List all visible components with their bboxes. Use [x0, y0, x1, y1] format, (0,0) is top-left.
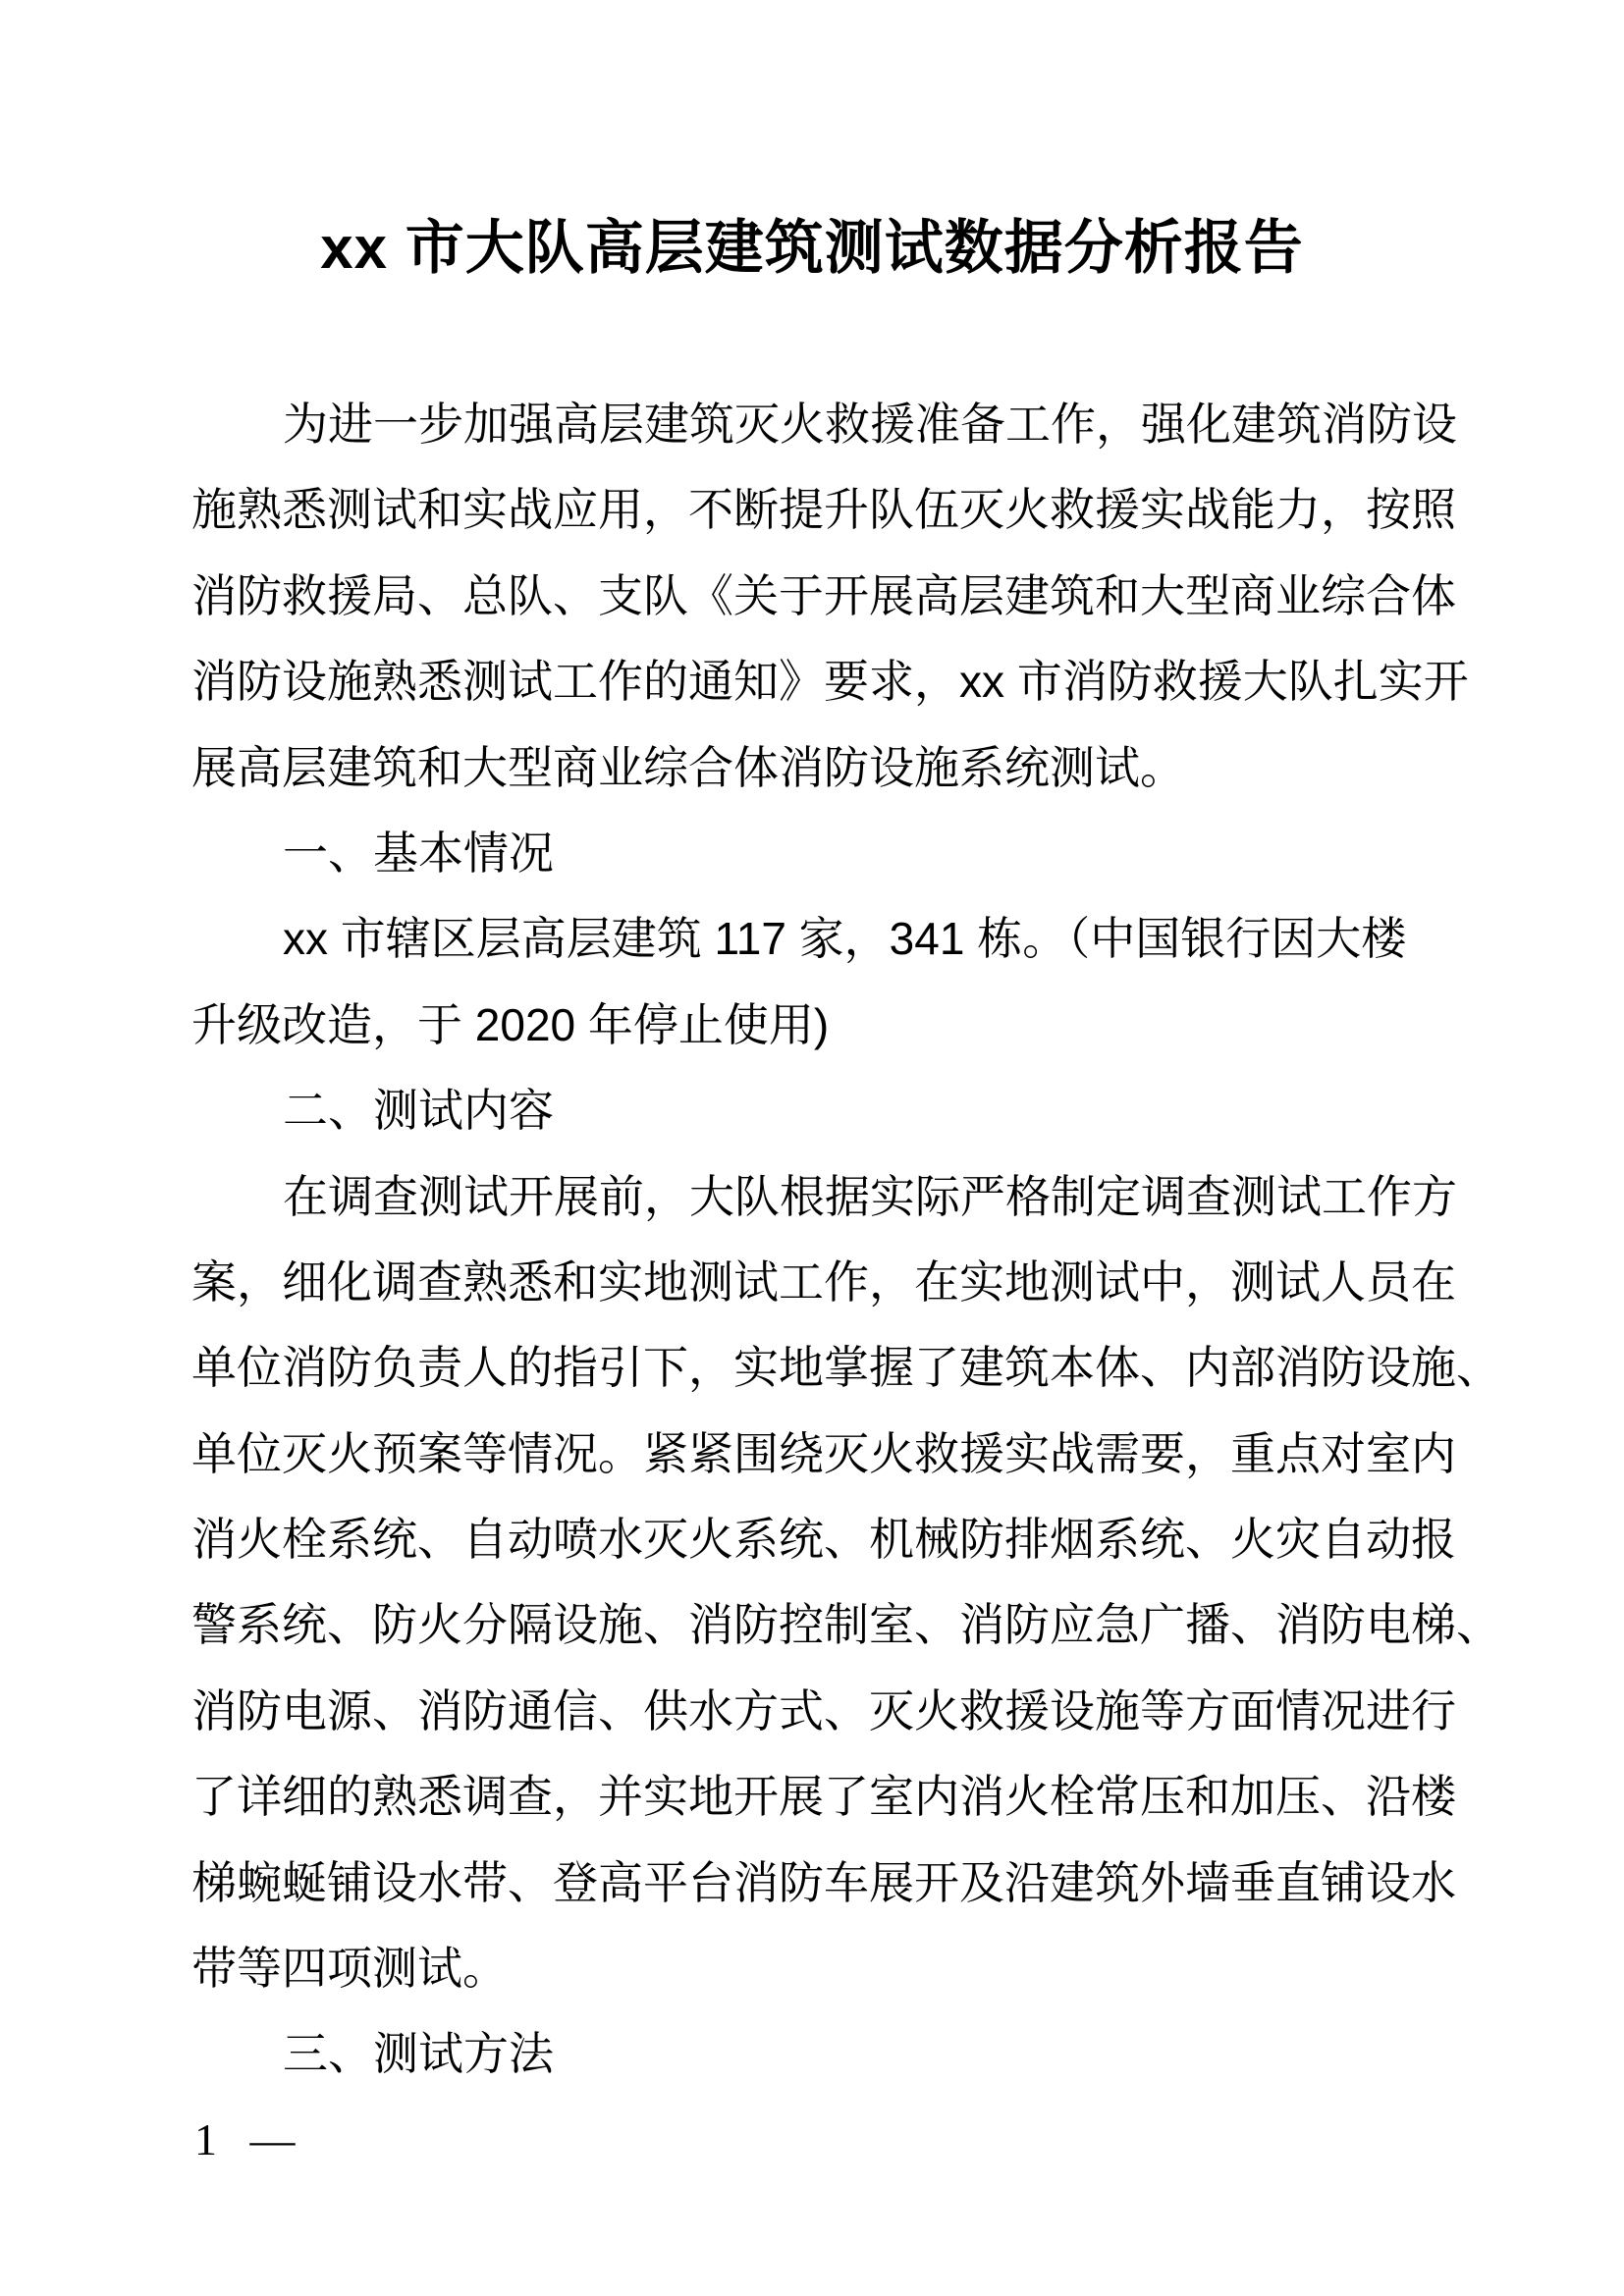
body-line: xx 市辖区层高层建筑 117 家，341 栋。（中国银行因大楼	[283, 913, 1407, 965]
document-title: xx 市大队高层建筑测试数据分析报告	[320, 215, 1304, 281]
body-line: 展高层建筑和大型商业综合体消防设施系统测试。	[191, 741, 1185, 793]
body-line: 为进一步加强高层建筑灭火救援准备工作，强化建筑消防设	[283, 399, 1457, 450]
body-line: 带等四项测试。	[191, 1943, 508, 1995]
body-line: 升级改造，于 2020 年停止使用)	[191, 998, 830, 1050]
body-line: 梯蜿蜒铺设水带、登高平台消防车展开及沿建筑外墙垂直铺设水	[191, 1856, 1456, 1908]
section-heading-1: 一、基本情况	[283, 827, 554, 879]
body-line: 消防救援局、总队、支队《关于开展高层建筑和大型商业综合体	[191, 569, 1456, 621]
body-line: 案，细化调查熟悉和实地测试工作，在实地测试中，测试人员在	[191, 1255, 1456, 1308]
page-footer	[194, 2110, 296, 2169]
footer-dash: —	[249, 2114, 296, 2164]
body-line: 警系统、防火分隔设施、消防控制室、消防应急广播、消防电梯、	[191, 1599, 1501, 1651]
body-line: 消火栓系统、自动喷水灭火系统、机械防排烟系统、火灾自动报	[191, 1514, 1456, 1566]
section-heading-3: 三、测试方法	[283, 2028, 554, 2080]
body-line: 单位灭火预案等情况。紧紧围绕灭火救援实战需要，重点对室内	[191, 1427, 1456, 1479]
section-heading-2: 二、测试内容	[283, 1085, 554, 1137]
body-line: 单位消防负责人的指引下，实地掌握了建筑本体、内部消防设施、	[191, 1342, 1501, 1394]
page-number: 1	[194, 2114, 217, 2164]
body-line: 了详细的熟悉调查，并实地开展了室内消火栓常压和加压、沿楼	[191, 1771, 1456, 1823]
document-body	[191, 382, 1501, 2098]
body-line: 消防电源、消防通信、供水方式、灭火救援设施等方面情况进行	[191, 1684, 1456, 1736]
body-line: 在调查测试开展前，大队根据实际严格制定调查测试工作方	[283, 1170, 1457, 1222]
body-line: 施熟悉测试和实战应用，不断提升队伍灭火救援实战能力，按照	[191, 484, 1456, 536]
body-line: 消防设施熟悉测试工作的通知》要求，xx 市消防救援大队扎实开	[191, 656, 1469, 708]
